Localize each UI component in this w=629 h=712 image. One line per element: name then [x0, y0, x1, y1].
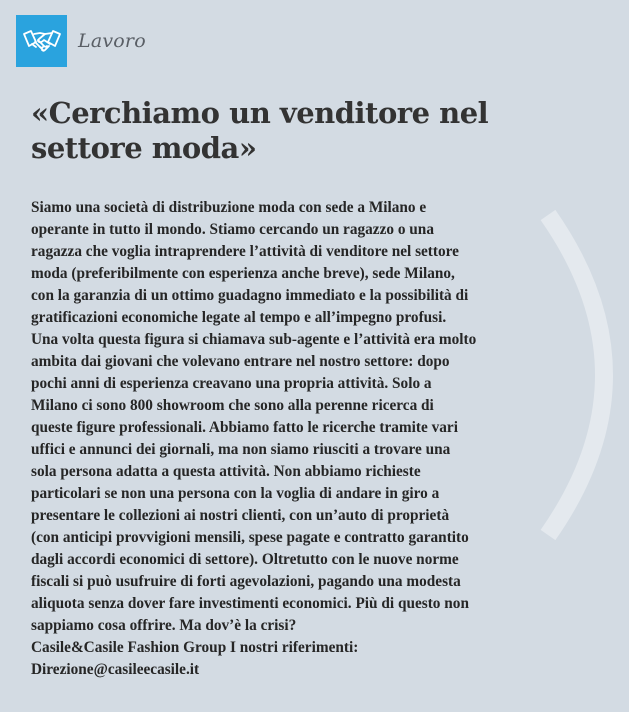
closing-parenthesis-icon [540, 205, 620, 545]
body-line: Milano ci sono 800 showroom che sono alla perenne ricerca di [31, 397, 434, 414]
body-line: Siamo una società di distribuzione moda con sede a Milano e [31, 199, 427, 216]
body-line: particolari se non una persona con la voglia di andare in giro a [31, 485, 440, 502]
section-icon-box [16, 15, 67, 67]
body-line: moda (preferibilmente con esperienza anche breve), sede Milano, [31, 265, 455, 282]
handshake-icon [22, 25, 62, 57]
body-line: sola persona adatta a questa attività. Non abbiamo richieste [31, 463, 421, 480]
body-line: fiscali si può usufruire di forti agevolazioni, pagando una modesta [31, 573, 461, 590]
body-line: gratificazioni economiche legate al tempo e all’impegno profusi. [31, 309, 447, 326]
body-line: sappiamo cosa offrire. Ma dov’è la crisi? [31, 617, 297, 634]
article-title: «Cerchiamo un venditore nel settore moda» [31, 96, 489, 165]
article-body [31, 197, 511, 681]
body-line: Casile&Casile Fashion Group I nostri riferimenti: [31, 639, 359, 656]
section-header [16, 15, 146, 67]
body-line: uffici e annunci dei giornali, ma non siamo riusciti a trovare una [31, 441, 451, 458]
body-line: aliquota senza dover fare investimenti economici. Più di questo non [31, 595, 469, 612]
body-line: con la garanzia di un ottimo guadagno immediato e la possibilità di [31, 287, 469, 304]
section-label: Lavoro [78, 30, 146, 52]
body-line: Direzione@casileecasile.it [31, 661, 200, 678]
body-line: ragazza che voglia intraprendere l’attività di venditore nel settore [31, 243, 459, 260]
body-line: dagli accordi economici di settore). Oltretutto con le nuove norme [31, 551, 459, 568]
body-line: presentare le collezioni ai nostri clienti, con un’auto di proprietà [31, 507, 450, 524]
body-line: operante in tutto il mondo. Stiamo cercando un ragazzo o una [31, 221, 434, 238]
body-line: (con anticipi provvigioni mensili, spese pagate e contratto garantito [31, 529, 469, 546]
body-line: ambita dai giovani che volevano entrare nel nostro settore: dopo [31, 353, 450, 370]
body-line: Una volta questa figura si chiamava sub-agente e l’attività era molto [31, 331, 477, 348]
body-line: pochi anni di esperienza creavano una propria attività. Solo a [31, 375, 432, 392]
body-line: queste figure professionali. Abbiamo fatto le ricerche tramite vari [31, 419, 458, 436]
